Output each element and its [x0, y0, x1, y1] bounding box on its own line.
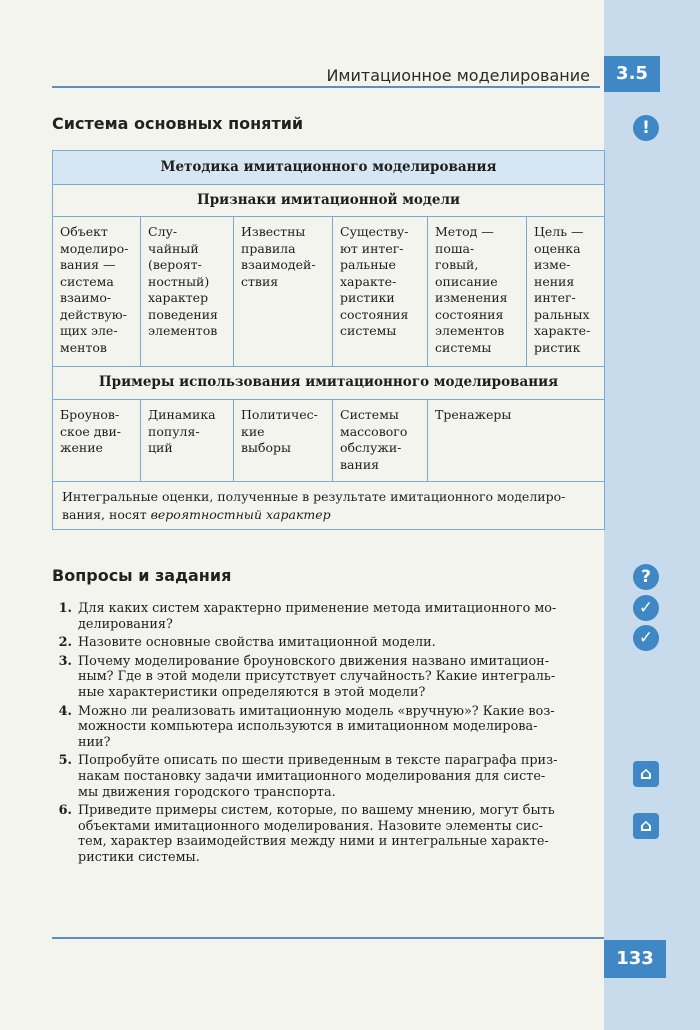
feature-line: говый, — [435, 257, 479, 272]
example-line: Политичес- — [241, 407, 318, 422]
example-line: Тренажеры — [435, 407, 512, 422]
summary-line2-italic: вероятностный характер — [150, 507, 331, 522]
feature-line: характер — [148, 290, 209, 305]
feature-cell — [333, 217, 428, 367]
question-line: Приведите примеры систем, которые, по вашему мнению, могут быть — [78, 803, 555, 819]
feature-cell — [428, 217, 527, 367]
question-number: 5. — [58, 753, 72, 769]
concepts-heading: Система основных понятий — [52, 114, 304, 133]
summary-line1: Интегральные оценки, полученные в результате имитационного моделиро- — [62, 489, 566, 504]
feature-line: Объект — [60, 224, 108, 239]
example-cell — [53, 400, 141, 482]
question-line: накам постановку задачи имитационного моделирования для систе- — [78, 768, 546, 784]
example-line: ций — [148, 440, 173, 455]
feature-line: Существу- — [340, 224, 409, 239]
home-icon: ⌂ — [633, 813, 659, 839]
question-line: можности компьютера используются в имитационном моделирова- — [78, 719, 538, 735]
section-badge: 3.5 — [604, 56, 660, 92]
feature-line: правила — [241, 240, 296, 256]
footer-divider — [52, 937, 604, 939]
feature-line: изменения — [435, 290, 508, 305]
check-icon: ✓ — [633, 625, 659, 651]
feature-line: ристик — [534, 339, 581, 355]
feature-line: взаимо- — [60, 290, 112, 305]
feature-line: ют интег- — [340, 240, 404, 256]
questions-heading: Вопросы и задания — [52, 566, 232, 585]
example-line: жение — [60, 440, 103, 455]
example-line: Динамика — [148, 407, 216, 422]
question-line: нии? — [78, 734, 111, 750]
question-line: Почему моделирование броуновского движения названо имитацион- — [78, 653, 550, 669]
example-cell — [141, 400, 234, 482]
example-line: ское дви- — [60, 423, 121, 439]
features-title: Признаки имитационной модели — [53, 185, 604, 217]
question-line: делирования? — [78, 616, 173, 632]
question-text — [78, 635, 604, 651]
feature-line: Слу- — [148, 224, 178, 239]
feature-line: характе- — [340, 273, 397, 289]
question-item — [52, 601, 604, 632]
chapter-title: Имитационное моделирование — [326, 66, 590, 85]
feature-line: состояния — [435, 306, 504, 322]
home-icon: ⌂ — [633, 761, 659, 787]
feature-line: оценка — [534, 240, 581, 256]
question-item — [52, 753, 604, 800]
feature-line: ствия — [241, 273, 279, 289]
example-line: обслужи- — [340, 440, 402, 455]
example-cell — [333, 400, 428, 482]
feature-line: чайный — [148, 240, 199, 256]
question-line: Можно ли реализовать имитационную модель «вручную»? Какие воз- — [78, 703, 555, 719]
question-line: объектами имитационного моделирования. Назовите элементы сис- — [78, 818, 543, 834]
question-item — [52, 635, 604, 651]
concepts-table — [52, 150, 605, 530]
summary-line2-prefix: вания, носят — [62, 507, 151, 522]
examples-title: Примеры использования имитационного моделирования — [53, 367, 604, 400]
table-summary — [53, 482, 604, 528]
example-line: массового — [340, 423, 408, 439]
feature-line: вания — — [60, 257, 116, 272]
question-number: 3. — [58, 653, 72, 669]
question-text — [78, 654, 604, 701]
feature-line: характе- — [534, 323, 591, 338]
question-item — [52, 704, 604, 751]
example-cell — [428, 400, 604, 482]
question-line: Для каких систем характерно применение метода имитационного мо- — [78, 601, 557, 616]
example-line: Системы — [340, 407, 399, 422]
question-line: ристики системы. — [78, 849, 200, 865]
feature-line: описание — [435, 273, 498, 289]
example-line: Броунов- — [60, 407, 120, 422]
feature-cell — [141, 217, 234, 367]
questions-list — [52, 601, 604, 869]
question-text — [78, 803, 604, 865]
example-line: кие — [241, 423, 265, 439]
question-number: 2. — [58, 635, 72, 651]
feature-cell — [527, 217, 604, 367]
question-number: 4. — [58, 703, 72, 719]
table-title: Методика имитационного моделирования — [53, 151, 604, 185]
feature-line: состояния — [340, 306, 409, 322]
question-line: ным? Где в этой модели присутствует случайность? Какие интеграль- — [78, 669, 556, 685]
question-line: тем, характер взаимодействия между ними и интегральные характе- — [78, 834, 549, 850]
question-text — [78, 753, 604, 800]
feature-line: ральные — [340, 257, 396, 272]
feature-line: ральных — [534, 306, 590, 322]
feature-cell — [234, 217, 333, 367]
question-text — [78, 704, 604, 751]
important-icon: ! — [633, 115, 659, 141]
feature-line: системы — [435, 339, 492, 355]
header-divider — [52, 86, 600, 88]
feature-line: система — [60, 273, 114, 289]
feature-line: (вероят- — [148, 257, 202, 272]
feature-line: Цель — — [534, 224, 584, 239]
feature-line: Метод — — [435, 224, 494, 239]
question-icon: ? — [633, 564, 659, 590]
example-line: популя- — [148, 423, 200, 439]
feature-line: поведения — [148, 306, 218, 322]
feature-line: ностный) — [148, 273, 210, 289]
page-sidebar — [604, 0, 700, 1030]
question-line: ные характеристики определяются в этой модели? — [78, 684, 426, 700]
question-line: Попробуйте описать по шести приведенным в тексте параграфа приз- — [78, 753, 558, 769]
question-line: мы движения городского транспорта. — [78, 784, 336, 800]
example-line: выборы — [241, 440, 291, 455]
example-cell — [234, 400, 333, 482]
question-item — [52, 654, 604, 701]
feature-line: системы — [340, 323, 397, 338]
feature-line: действую- — [60, 306, 127, 322]
feature-line: нения — [534, 273, 575, 289]
feature-line: моделиро- — [60, 240, 129, 256]
feature-line: поша- — [435, 240, 475, 256]
check-icon: ✓ — [633, 595, 659, 621]
question-number: 6. — [58, 803, 72, 819]
question-text — [78, 601, 604, 632]
feature-line: ментов — [60, 339, 107, 355]
feature-line: ристики — [340, 290, 395, 305]
feature-cell — [53, 217, 141, 367]
feature-line: интег- — [534, 290, 576, 305]
feature-line: щих эле- — [60, 323, 118, 338]
question-item — [52, 803, 604, 865]
example-line: вания — [340, 456, 380, 472]
question-line: Назовите основные свойства имитационной модели. — [78, 635, 436, 651]
feature-line: Известны — [241, 224, 306, 239]
feature-line: элементов — [148, 323, 218, 338]
feature-line: элементов — [435, 323, 505, 338]
page-number: 133 — [604, 940, 666, 978]
question-number: 1. — [58, 601, 72, 616]
feature-line: взаимодей- — [241, 257, 316, 272]
feature-line: изме- — [534, 257, 571, 272]
